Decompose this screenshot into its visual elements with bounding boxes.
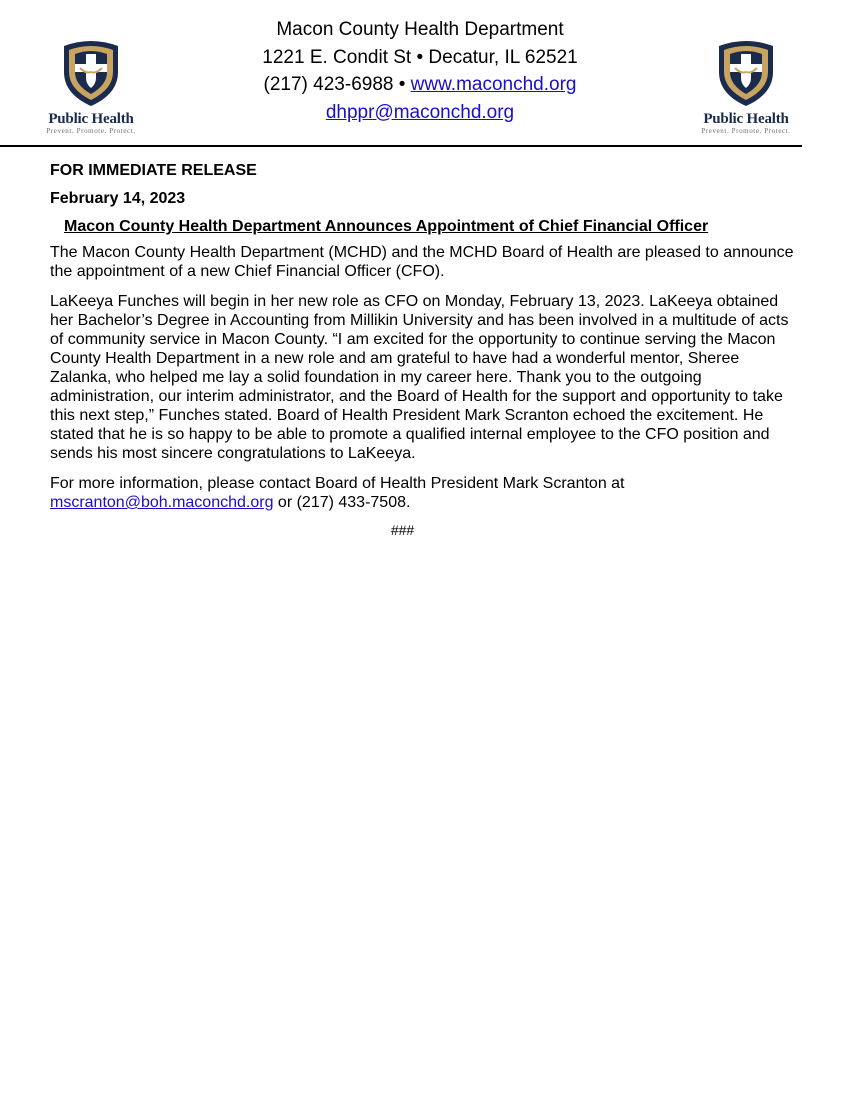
email-link[interactable]: dhppr@maconchd.org [325, 101, 515, 123]
shield-cross-icon [58, 38, 124, 108]
shield-cross-icon [713, 38, 779, 108]
website-link[interactable]: www.maconchd.org [410, 74, 577, 95]
contact-phone: or (217) 433-7508. [273, 494, 411, 511]
contact-paragraph [50, 474, 795, 512]
body-paragraph-2: LaKeeya Funches will begin in her new role as CFO on Monday, February 13, 2023. LaKeeya obtained her Bachelor’s Degree in Accounting from Millikin University and has been involved in a multitude of acts of community service in Macon County. “I am excited for the opportunity to continue serving the Macon County Health Department in a new role and am grateful to have had a wonderful mentor, Sheree Zalanka, who helped me lay a solid foundation in my career here. Thank you to the outgoing administration, our interim administrator, and the Board of Health for the support and opportunity to take this next step,” Funches stated. Board of Health President Mark Scranton echoed the excitement. He stated that he is so happy to be able to promote a qualified internal employee to the CFO position and sends his most sincere congratulations to LaKeeya. [50, 293, 789, 462]
email-line [220, 99, 620, 127]
letterhead [220, 16, 620, 126]
end-mark: ### [390, 522, 415, 538]
release-date: February 14, 2023 [50, 190, 186, 207]
release-label: FOR IMMEDIATE RELEASE [50, 162, 257, 179]
logo-tagline: Prevent. Promote. Protect. [701, 127, 791, 135]
press-release-body [50, 160, 795, 540]
release-headline: Macon County Health Department Announces Appointment of Chief Financial Officer [64, 218, 709, 235]
phone-website-line [220, 71, 620, 99]
org-name: Macon County Health Department [276, 19, 564, 40]
header-divider [0, 145, 802, 147]
logo-title: Public Health [703, 111, 789, 127]
public-health-logo-right [691, 38, 801, 135]
contact-email-link[interactable]: mscranton@boh.maconchd.org [50, 494, 274, 511]
contact-intro: For more information, please contact Board of Health President Mark Scranton at [50, 475, 625, 492]
public-health-logo-left [36, 38, 146, 135]
logo-tagline: Prevent. Promote. Protect. [46, 127, 136, 135]
org-phone: (217) 423-6988 • [263, 74, 411, 95]
body-paragraph-1: The Macon County Health Department (MCHD) and the MCHD Board of Health are pleased to announce the appointment of a new Chief Financial Officer (CFO). [50, 244, 794, 280]
org-address: 1221 E. Condit St • Decatur, IL 62521 [262, 46, 578, 68]
logo-title: Public Health [48, 111, 134, 127]
